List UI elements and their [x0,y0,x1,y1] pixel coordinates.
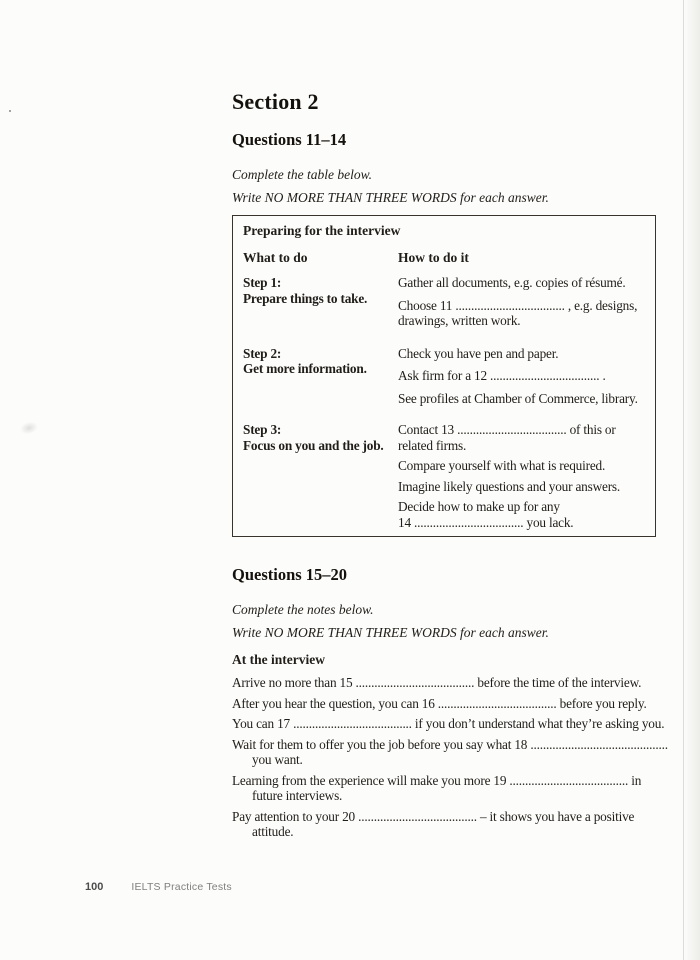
note-item-20 [232,809,690,840]
note-item-17 [232,716,690,732]
answer-blank-line-14: 14 ................................... you lack. [398,514,574,530]
how-cell [398,422,651,530]
table-text-line: Gather all documents, e.g. copies of résumé. [398,275,626,290]
table-text-line: drawings, written work. [398,313,521,328]
answer-blank-line-13: Contact 13 ................................... of this or [398,422,616,437]
note-item-18 [232,737,690,768]
table-header-row [243,250,651,266]
step-description: Prepare things to take. [243,290,368,306]
how-item-answer-14 [398,499,651,530]
answer-blank-line-18: Wait for them to offer you the job before you say what 18 ............................................ [232,736,668,752]
notes-heading: At the interview [232,652,325,667]
note-item-19 [232,773,690,804]
notes-list [232,675,690,840]
page-number: 100 [85,881,104,893]
table-text-line: Compare yourself with what is required. [398,458,606,473]
scan-speck [9,110,11,112]
how-item-answer-11 [398,298,651,329]
how-item [398,346,651,362]
note-item-16 [232,696,690,712]
note-continuation-line: future interviews. [252,788,343,803]
questions-11-14-heading: Questions 11–14 [232,130,347,149]
how-item [398,458,651,474]
instruction-word-limit-1: Write NO MORE THAN THREE WORDS for each answer. [232,190,549,205]
how-cell [398,346,651,407]
column-header-what-to-do: What to do [243,250,308,265]
step-label: Step 1: [243,275,282,290]
instruction-word-limit-2: Write NO MORE THAN THREE WORDS for each answer. [232,625,549,640]
answer-blank-line-15: Arrive no more than 15 ...................................... before the time of the interview. [232,675,642,690]
note-continuation-line: attitude. [252,824,294,839]
how-item [398,391,651,407]
step-cell [243,422,398,530]
how-item-answer-13 [398,422,651,453]
pencil-smudge [19,420,39,436]
note-item-15 [232,675,690,691]
table-row-step-2 [243,346,651,407]
how-cell [398,275,651,329]
interview-table [232,215,656,537]
step-cell [243,275,398,329]
table-row-step-3 [243,422,651,530]
how-item [398,479,651,495]
page-footer [85,881,232,893]
answer-blank-line-17: You can 17 ...................................... if you don’t understand what they’re asking you. [232,716,665,731]
step-label: Step 2: [243,345,282,361]
instruction-complete-notes: Complete the notes below. [232,602,374,617]
table-text-line: Check you have pen and paper. [398,345,559,361]
instruction-complete-table: Complete the table below. [232,167,372,182]
step-cell [243,346,398,407]
answer-blank-line-20: Pay attention to your 20 ...................................... – it shows you have a positive [232,808,635,824]
step-label: Step 3: [243,422,282,437]
answer-blank-line-11: Choose 11 ................................... , e.g. designs, [398,297,638,313]
how-item [398,275,651,291]
note-continuation-line: you want. [252,752,303,767]
answer-blank-line-19: Learning from the experience will make you more 19 ...................................... in [232,772,642,788]
answer-blank-line-16: After you hear the question, you can 16 ...................................... before you reply. [232,695,647,711]
step-description: Get more information. [243,361,367,376]
book-title: IELTS Practice Tests [131,881,232,893]
column-header-how-to-do-it: How to do it [398,250,469,265]
page-content [232,90,690,845]
section-title: Section 2 [232,89,319,114]
questions-15-20-heading: Questions 15–20 [232,565,348,584]
answer-blank-line-12: Ask firm for a 12 ................................... . [398,368,606,383]
how-item-answer-12 [398,368,651,384]
table-row-step-1 [243,275,651,329]
table-text-line: Decide how to make up for any [398,499,560,514]
table-text-line: See profiles at Chamber of Commerce, library. [398,390,638,406]
step-description: Focus on you and the job. [243,437,384,453]
table-text-line: related firms. [398,437,467,453]
table-title: Preparing for the interview [243,223,401,238]
table-text-line: Imagine likely questions and your answers. [398,478,621,494]
